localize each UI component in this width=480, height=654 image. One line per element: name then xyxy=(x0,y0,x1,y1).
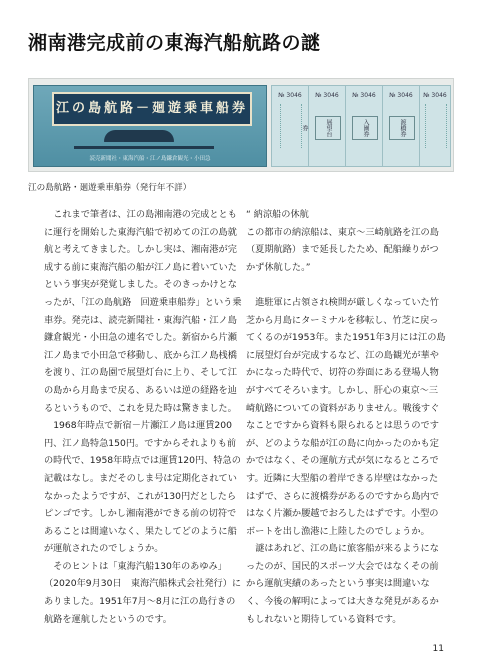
stub-label: 展望台券 xyxy=(315,116,341,140)
ticket-stub xyxy=(345,85,383,167)
ticket-stub xyxy=(382,85,420,167)
stub-number: № 3046 xyxy=(278,92,302,99)
stub-number: № 3046 xyxy=(389,92,413,99)
stub-label: 渡橋券 xyxy=(389,116,415,140)
quote-paragraph: この都市の納涼船は、東京～三崎航路を江の島（夏期航路）まで延長したため、配船繰りがつかず休航した。” xyxy=(246,226,439,273)
photo-caption: 江の島航路・廻遊乗車船券（発行年不詳） xyxy=(28,183,192,193)
ticket-title: 江の島航路－廻遊乗車船券 xyxy=(52,92,252,126)
stub-number: № 3046 xyxy=(423,92,447,99)
stub-text-lines xyxy=(425,104,447,148)
stub-label: 入園券 xyxy=(352,116,378,140)
page-title: 湘南港完成前の東海汽船航路の謎 xyxy=(28,32,321,54)
ship-icon xyxy=(74,128,214,149)
body-column-left xyxy=(44,206,244,628)
ticket-stub xyxy=(301,85,346,167)
paragraph: そのヒントは「東海汽船130年のあゆみ」（2020年9月30日 東海汽船株式会社発行）にありました。1951年7月～8月に江の島行きの航路を運航したというのです。 xyxy=(44,560,242,625)
ticket-main xyxy=(33,85,267,167)
ticket-photo xyxy=(28,78,454,172)
ticket-stub xyxy=(419,85,451,167)
body-column-right xyxy=(246,206,446,628)
ticket-publishers: 読売新聞社・東海汽船・江ノ島鎌倉観光・小田急 xyxy=(89,156,211,162)
stub-number: № 3046 xyxy=(315,92,339,99)
stub-number: № 3046 xyxy=(352,92,376,99)
page-number: 11 xyxy=(432,644,444,654)
paragraph: 1968年時点で新宿－片瀬江ノ島は運賃200円、江ノ島特急150円。ですからそれよりも前の時代で、1958年時点では運賃120円、特急の記載はなし。まだそのしま号は定期化されていなかったようですが、これが130円だとしたらピンゴです。しかし湘南港ができる前の切符であることは間違いなく、果たしてどのように船が運航されたのでしょうか。 xyxy=(44,420,241,555)
paragraph: これまで筆者は、江の島湘南港の完成とともに運行を開始した東海汽船で初めての江の島就航と考えてきました。しかし実は、湘南港が完成する前に東海汽船の船が江ノ島に着いていたという事実が発覚しました。そのきっかけとなったが、「江の島航路 回遊乗車船券」という乗車券。発売は、読売新聞社・東海汽船・江ノ島鎌倉観光・小田急の連名でした。新宿から片瀬江ノ島まで小田急で移動し、底から江ノ島桟橋を渡り、江の島園で展望灯台に上り、そして江の島から月島まで戻る、あるいは逆の経路を辿るというもので、これを見た時は驚きました。 xyxy=(44,209,242,414)
quote-heading: “ 納涼船の休航 xyxy=(246,209,309,220)
paragraph: 謎はあれど、江の島に旅客船が来るようになったのが、国民的スポーツ大会ではなくその前から運航実績のあったという事実は間違いなく、今後の解明によっては大きな発見があるかもしれないと期待している資料です。 xyxy=(246,543,439,625)
paragraph: 進駐軍に占領され検問が厳しくなっていた竹芝から月島にターミナルを移転し、竹芝に戻ってくるのが1953年。また1951年3月には江の島に展望灯台が完成するなど、江の島観光が華やかになった時代で、切符の券面にある登場人物がすべてそろいます。しかし、肝心の東京～三崎航路についての資料がありません。戦後すぐなことですから資料も限られるとは思うのですが、どのような船が江の島に向かったのかも定かではなく、その運航方式が気になるところです。近隣に大型船の着岸できる岸壁はなかったはずで、さらに渡橋券があるのですから島内ではなく片瀬か腰越でおろしたはずです。小型のボートを出し漁港に上陸したのでしょうか。 xyxy=(246,296,446,537)
